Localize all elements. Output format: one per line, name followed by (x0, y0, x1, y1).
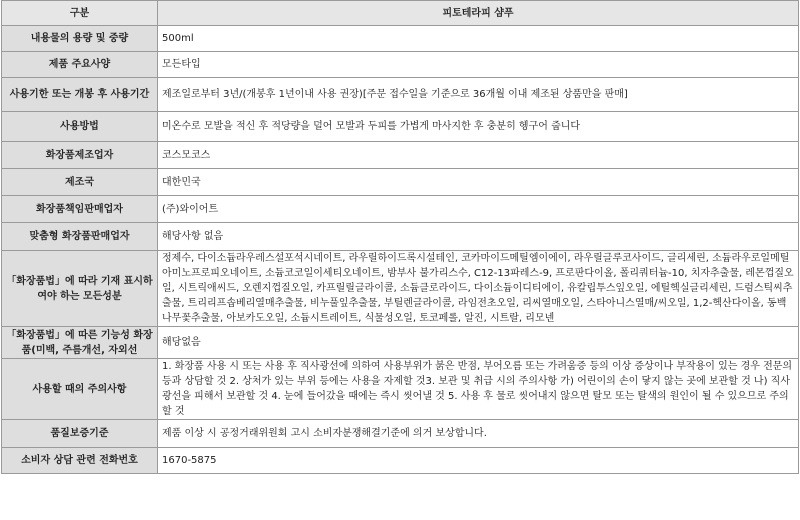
row-value: 1670-5875 (158, 448, 799, 474)
row-value: 코스모코스 (158, 142, 799, 169)
row-label: 사용방법 (2, 112, 158, 142)
table-row (2, 223, 799, 251)
row-value: 정제수, 다이소듐라우레스설포석시네이트, 라우릴하이드록시설테인, 코카마이드메틸엠이에이, 라우릴글루코사이드, 글리세린, 소듐라우로일메틸아미노프로피오네이트, 소듐코코일이세티오네이트, 밤부사 불가리스수, C12-13파레스-9, 프로판다이올, 폴리쿼터늄-10, 치자추출물, 레몬껍질오일, 시트릭애씨드, 오렌지껍질오일, 카프릴릴글라이콜, 소듐클로라이드, 다이소듐이디티에이, 유칼립투스잎오일, 에틸헥실글리세린, 드럼스틱씨추출물, 트리리프솝베리열매추출물, 비누풀잎추출물, 부틸렌글라이콜, 라임전초오일, 리씨열매오일, 스타아니스열매/씨오일, 1,2-헥산다이올, 동백나무꽃추출물, 아보카도오일, 소듐시트레이트, 식물성오일, 토코페롤, 알진, 시트랄, 리모넨 (158, 251, 799, 327)
table-row (2, 78, 799, 112)
row-label: 품질보증기준 (2, 420, 158, 448)
row-value: 미온수로 모발을 적신 후 적당량을 덜어 모발과 두피를 가볍게 마사지한 후 충분히 헹구어 줍니다 (158, 112, 799, 142)
table-row (2, 169, 799, 196)
row-label: 사용기한 또는 개봉 후 사용기간 (2, 78, 158, 112)
row-label: 사용할 때의 주의사항 (2, 359, 158, 420)
row-value: 제조일로부터 3년/(개봉후 1년이내 사용 권장)[주문 접수일을 기준으로 36개월 이내 제조된 상품만을 판매] (158, 78, 799, 112)
row-label: 맞춤형 화장품판매업자 (2, 223, 158, 251)
table-row (2, 26, 799, 52)
row-label: 내용물의 용량 및 중량 (2, 26, 158, 52)
row-label: 화장품제조업자 (2, 142, 158, 169)
row-label: 화장품책임판매업자 (2, 196, 158, 223)
table-row (2, 251, 799, 327)
row-label: 소비자 상담 관련 전화번호 (2, 448, 158, 474)
header-category: 구분 (2, 1, 158, 26)
row-value: 해당사항 없음 (158, 223, 799, 251)
row-value: 500ml (158, 26, 799, 52)
row-value: 대한민국 (158, 169, 799, 196)
row-value: (주)와이어트 (158, 196, 799, 223)
table-row (2, 52, 799, 78)
row-label: 「화장품법」에 따라 기재 표시하여야 하는 모든성분 (2, 251, 158, 327)
row-label: 제조국 (2, 169, 158, 196)
header-product-name: 피토테라피 샴푸 (158, 1, 799, 26)
table-row (2, 142, 799, 169)
table-row (2, 196, 799, 223)
table-row (2, 420, 799, 448)
row-value: 1. 화장품 사용 시 또는 사용 후 직사광선에 의하여 사용부위가 붉은 반점, 부어오름 또는 가려움증 등의 이상 증상이나 부작용이 있는 경우 전문의 등과 상담할 것 2. 상처가 있는 부위 등에는 사용을 자제할 것3. 보관 및 취급 시의 주의사항 가) 어린이의 손이 닿지 않는 곳에 보관할 것 나) 직사광선을 피해서 보관할 것 4. 눈에 들어갔을 때에는 즉시 씻어낼 것 5. 사용 후 물로 씻어내지 않으면 탈모 또는 탈색의 원인이 될 수 있으므로 주의할 것 (158, 359, 799, 420)
row-value: 해당없음 (158, 327, 799, 359)
row-label: 「화장품법」에 따른 기능성 화장품(미백, 주름개선, 자외선 (2, 327, 158, 359)
row-label: 제품 주요사양 (2, 52, 158, 78)
row-value: 모든타입 (158, 52, 799, 78)
row-value: 제품 이상 시 공정거래위원회 고시 소비자분쟁해결기준에 의거 보상합니다. (158, 420, 799, 448)
table-row (2, 112, 799, 142)
table-row (2, 327, 799, 359)
table-row (2, 448, 799, 474)
table-header-row (2, 1, 799, 26)
product-info-table (1, 0, 799, 474)
table-row (2, 359, 799, 420)
